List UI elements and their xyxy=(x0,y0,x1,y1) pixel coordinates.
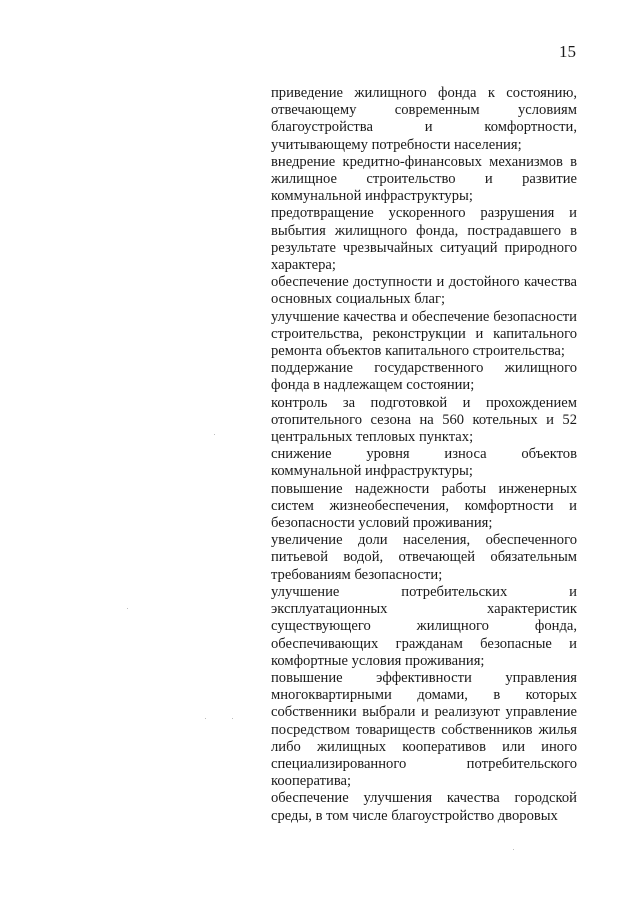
scan-speck xyxy=(513,849,514,850)
list-item: обеспечение улучшения качества городской среды, в том числе благоустройство дворовых xyxy=(271,790,577,824)
scan-speck xyxy=(214,434,215,435)
list-item: внедрение кредитно-финансовых механизмов в жилищное строительство и развитие коммунальной инфраструктуры; xyxy=(271,153,577,205)
document-text-column xyxy=(271,85,577,825)
list-item: приведение жилищного фонда к состоянию, отвечающему современным условиям благоустройства и комфортности, учитывающему потребности населения; xyxy=(271,85,577,153)
list-item: улучшение качества и обеспечение безопасности строительства, реконструкции и капитального ремонта объектов капитального строительства; xyxy=(271,308,577,360)
list-item: повышение надежности работы инженерных систем жизнеобеспечения, комфортности и безопасности условий проживания; xyxy=(271,480,577,532)
list-item: повышение эффективности управления многоквартирными домами, в которых собственники выбрали и реализуют управление посредством товариществ собственников жилья либо жилищных кооперативов или иного специализированного потребительского кооператива; xyxy=(271,669,577,790)
list-item: поддержание государственного жилищного фонда в надлежащем состоянии; xyxy=(271,360,577,394)
list-item: предотвращение ускоренного разрушения и выбытия жилищного фонда, пострадавшего в результате чрезвычайных ситуаций природного характера; xyxy=(271,205,577,274)
list-item: улучшение потребительских и эксплуатационных характеристик существующего жилищного фонда, обеспечивающих гражданам безопасные и комфортные условия проживания; xyxy=(271,583,577,669)
scan-speck xyxy=(232,718,233,719)
scan-speck xyxy=(127,608,128,609)
scan-speck xyxy=(205,718,206,719)
list-item: контроль за подготовкой и прохождением отопительного сезона на 560 котельных и 52 центральных тепловых пунктах; xyxy=(271,394,577,446)
list-item: обеспечение доступности и достойного качества основных социальных благ; xyxy=(271,274,577,308)
list-item: увеличение доли населения, обеспеченного питьевой водой, отвечающей обязательным требованиям безопасности; xyxy=(271,532,577,583)
list-item: снижение уровня износа объектов коммунальной инфраструктуры; xyxy=(271,446,577,480)
page-number: 15 xyxy=(559,42,576,61)
